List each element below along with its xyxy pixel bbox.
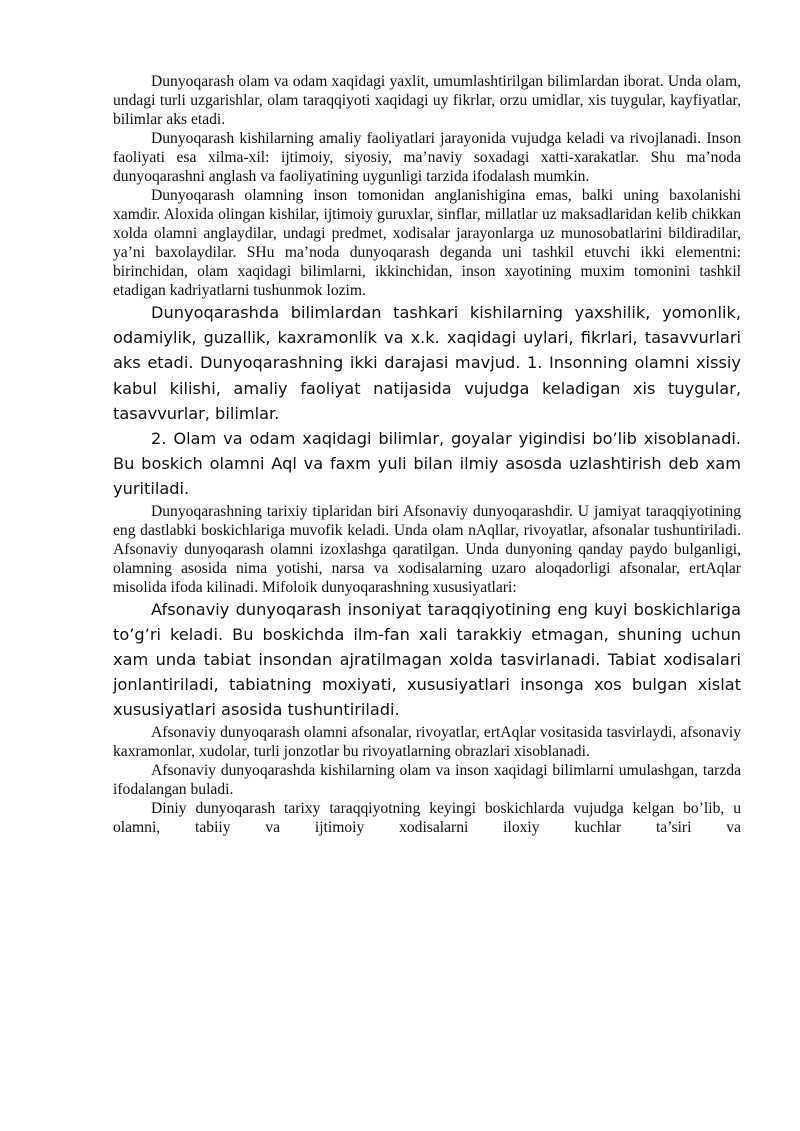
paragraph-myth-knowledge: Afsonaviy dunyoqarashda kishilarning olam va inson xaqidagi bilimlarni umulashgan, tarzda ifodalangan buladi.	[113, 761, 741, 798]
paragraph-religious-worldview: Diniy dunyoqarash tarixy taraqqiyotning keyingi boskichlarda vujudga kelgan bo’lib, u olamni, tabiiy va ijtimoiy xodisalarni iloxiy kuchlar ta’siri va	[113, 799, 741, 836]
paragraph-worldview-activity: Dunyoqarash kishilarning amaliy faoliyatlari jarayonida vujudga keladi va rivojlanadi. Inson faoliyati esa xilma-xil: ijtimoiy, siyosiy, ma’naviy soxadagi xatti-xarakatlar. Shu ma’noda dunyoqarashni anglash va faoliyatining uygunligi tarzida ifodalash mumkin.	[113, 130, 741, 185]
document-page	[113, 72, 741, 837]
paragraph-second-level: 2. Olam va odam xaqidagi bilimlar, goyalar yigindisi bo’lib xisoblanadi. Bu boskich olamni Aql va faxm yuli bilan ilmiy asosda uzlashtirish deb xam yuritiladi.	[113, 429, 741, 499]
paragraph-worldview-evaluation: Dunyoqarash olamning inson tomonidan anglanishigina emas, balki uning baxolanishi xamdir. Aloxida olingan kishilar, ijtimoiy guruxlar, sinflar, millatlar uz maksadlaridan kelib chikkan xolda olamni anglaydilar, undagi predmet, xodisalar jarayonlarga uz munosobatlarini bildiradilar, ya’ni baxolaydilar. SHu ma’noda dunyoqarash deganda uni tashkil etuvchi ikki elementni: birinchidan, olam xaqidagi bilimlarni, ikkinchidan, inson xayotining muxim tomonini tashkil etadigan kadriyatlarni tushunmok lozim.	[113, 187, 741, 299]
paragraph-mythological-stage: Afsonaviy dunyoqarash insoniyat taraqqiyotining eng kuyi boskichlariga to’g’ri keladi. Bu boskichda ilm-fan xali tarakkiy etmagan, shuning uchun xam unda tabiat insondan ajratilmagan xolda tasvirlanadi. Tabiat xodisalari jonlantiriladi, tabiatning moxiyati, xususiyatlari insonga xos bulgan xislat xususiyatlari asosida tushuntiriladi.	[113, 599, 741, 720]
paragraph-myth-images: Afsonaviy dunyoqarash olamni afsonalar, rivoyatlar, ertAqlar vositasida tasvirlaydi, afsonaviy kaxramonlar, xudolar, turli jonzotlar bu rivoyatlarning obrazlari xisoblanadi.	[113, 723, 741, 760]
paragraph-mythological-type: Dunyoqarashning tarixiy tiplaridan biri Afsonaviy dunyoqarashdir. U jamiyat taraqqiyotining eng dastlabki boskichlariga muvofik keladi. Unda olam nAqllar, rivoyatlar, afsonalar tushuntiriladi. Afsonaviy dunyoqarash olamni izoxlashga qaratilgan. Unda dunyoning qanday paydo bulganligi, olamning asosida nima yotishi, narsa va xodisalarning uzaro aloqadorligi afsonalar, ertAqlar misolida ifoda kilinadi. Mifoloik dunyoqarashning xususiyatlari:	[113, 502, 741, 596]
paragraph-worldview-definition: Dunyoqarash olam va odam xaqidagi yaxlit, umumlashtirilgan bilimlardan iborat. Unda olam, undagi turli uzgarishlar, olam taraqqiyoti xaqidagi uy fikrlar, orzu umidlar, xis tuygular, kayfiyatlar, bilimlar aks etadi.	[113, 73, 741, 128]
paragraph-worldview-levels: Dunyoqarashda bilimlardan tashkari kishilarning yaxshilik, yomonlik, odamiylik, guzallik, kaxramonlik va x.k. xaqidagi uylari, fikrlari, tasavvurlari aks etadi. Dunyoqarashning ikki darajasi mavjud. 1. Insonning olamni xissiy kabul kilishi, amaliy faoliyat natijasida vujudga keladigan xis tuygular, tasavvurlar, bilimlar.	[113, 303, 741, 423]
